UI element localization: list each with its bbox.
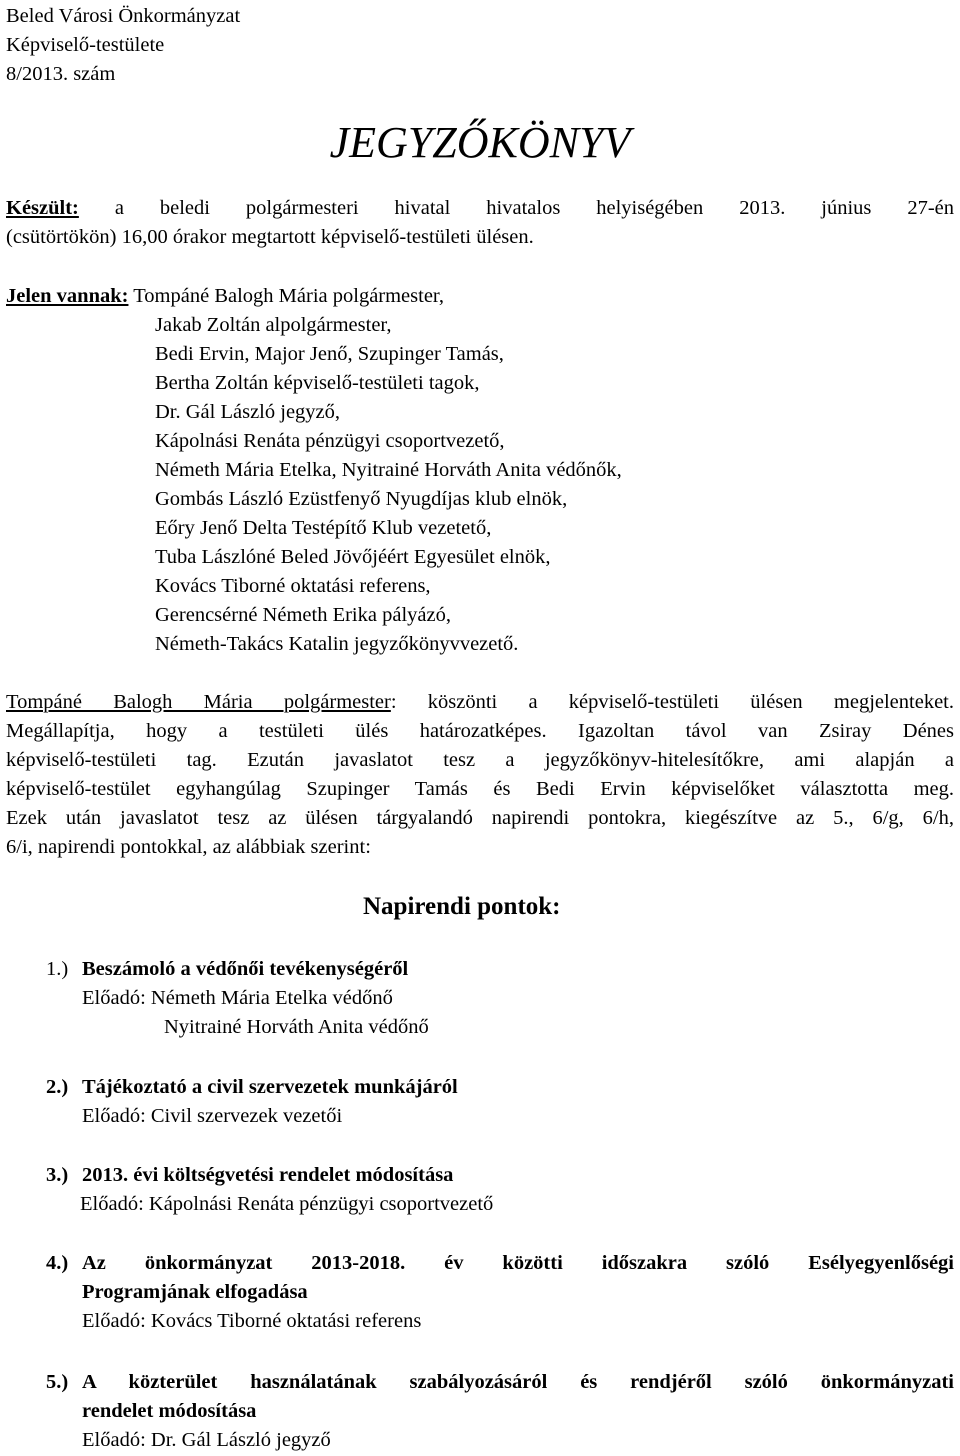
header-number: 8/2013. szám — [6, 63, 116, 85]
opening-line-6: 6/i, napirendi pontokkal, az alábbiak szerint: — [6, 836, 371, 858]
present-item: Tuba Lászlóné Beled Jövőjéért Egyesület elnök, — [155, 546, 551, 568]
agenda-item-5-presenter: Előadó: Dr. Gál László jegyző — [82, 1429, 331, 1451]
present-first: Tompáné Balogh Mária polgármester, — [133, 285, 445, 307]
header-org: Beled Városi Önkormányzat — [6, 5, 241, 27]
agenda-item-1-presenter: Előadó: Németh Mária Etelka védőnő — [82, 987, 393, 1009]
keszult-text-1: a beledi polgármesteri hivatal hivatalos helyiségében 2013. június 27-én — [114, 197, 954, 219]
agenda-item-4-presenter: Előadó: Kovács Tiborné oktatási referens — [82, 1310, 422, 1332]
present-item: Kovács Tiborné oktatási referens, — [155, 575, 431, 597]
agenda-item-3-title: 2013. évi költségvetési rendelet módosítása — [82, 1164, 454, 1186]
opening-line-4: képviselő-testület egyhangúlag Szupinger Tamás és Bedi Ervin képviselőket választotta meg. — [6, 778, 954, 800]
opening-speaker: Tompáné Balogh Mária polgármester — [6, 691, 391, 713]
agenda-item-5-title: A közterület használatának szabályozásáról és rendjéről szóló önkormányzati — [82, 1371, 954, 1393]
opening-line-1 — [6, 688, 954, 717]
agenda-item-2-num: 2.) — [46, 1076, 69, 1098]
opening-text-1: : köszönti a képviselő-testületi ülésen megjelenteket. — [390, 691, 954, 713]
opening-line-3: képviselő-testületi tag. Ezután javaslatot tesz a jegyzőkönyv-hitelesítőkre, ami alapján a — [6, 749, 954, 771]
present-item: Kápolnási Renáta pénzügyi csoportvezető, — [155, 430, 505, 452]
agenda-item-4-title: Az önkormányzat 2013-2018. év közötti időszakra szóló Esélyegyenlőségi — [82, 1252, 954, 1274]
present-item: Jakab Zoltán alpolgármester, — [155, 314, 392, 336]
agenda-item-5-num: 5.) — [46, 1371, 69, 1393]
present-item: Gerencsérné Németh Erika pályázó, — [155, 604, 451, 626]
present-item: Bertha Zoltán képviselő-testületi tagok, — [155, 372, 480, 394]
header-body: Képviselő-testülete — [6, 34, 165, 56]
present-label: Jelen vannak: — [6, 285, 129, 307]
keszult-line-1 — [6, 194, 954, 223]
agenda-item-3-presenter: Előadó: Kápolnási Renáta pénzügyi csoportvezető — [80, 1193, 494, 1215]
keszult-line-2: (csütörtökön) 16,00 órakor megtartott képviselő-testületi ülésen. — [6, 226, 534, 248]
keszult-label: Készült: — [6, 197, 79, 219]
agenda-item-1-num: 1.) — [46, 958, 69, 980]
agenda-item-1-presenter-2: Nyitrainé Horváth Anita védőnő — [164, 1016, 429, 1038]
present-first-line — [6, 282, 444, 311]
present-item: Németh Mária Etelka, Nyitrainé Horváth Anita védőnők, — [155, 459, 622, 481]
agenda-item-4-title-2: Programjának elfogadása — [82, 1281, 308, 1303]
opening-line-5: Ezek után javaslatot tesz az ülésen tárgyalandó napirendi pontokra, kiegészítve az 5., 6/g, 6/h, — [6, 807, 954, 829]
present-item: Németh-Takács Katalin jegyzőkönyvvezető. — [155, 633, 519, 655]
present-item: Bedi Ervin, Major Jenő, Szupinger Tamás, — [155, 343, 504, 365]
present-item: Eőry Jenő Delta Testépítő Klub vezetető, — [155, 517, 492, 539]
agenda-item-2-presenter: Előadó: Civil szervezek vezetői — [82, 1105, 343, 1127]
agenda-item-2-title: Tájékoztató a civil szervezetek munkájáról — [82, 1076, 458, 1098]
agenda-heading: Napirendi pontok: — [363, 893, 561, 920]
agenda-item-1-title: Beszámoló a védőnői tevékenységéről — [82, 958, 409, 980]
opening-line-2: Megállapítja, hogy a testületi ülés határozatképes. Igazoltan távol van Zsiray Dénes — [6, 720, 954, 742]
present-item: Dr. Gál László jegyző, — [155, 401, 341, 423]
present-item: Gombás László Ezüstfenyő Nyugdíjas klub elnök, — [155, 488, 568, 510]
agenda-item-3-num: 3.) — [46, 1164, 69, 1186]
agenda-item-4-num: 4.) — [46, 1252, 69, 1274]
agenda-item-5-title-2: rendelet módosítása — [82, 1400, 257, 1422]
document-title: JEGYZŐKÖNYV — [329, 118, 631, 167]
